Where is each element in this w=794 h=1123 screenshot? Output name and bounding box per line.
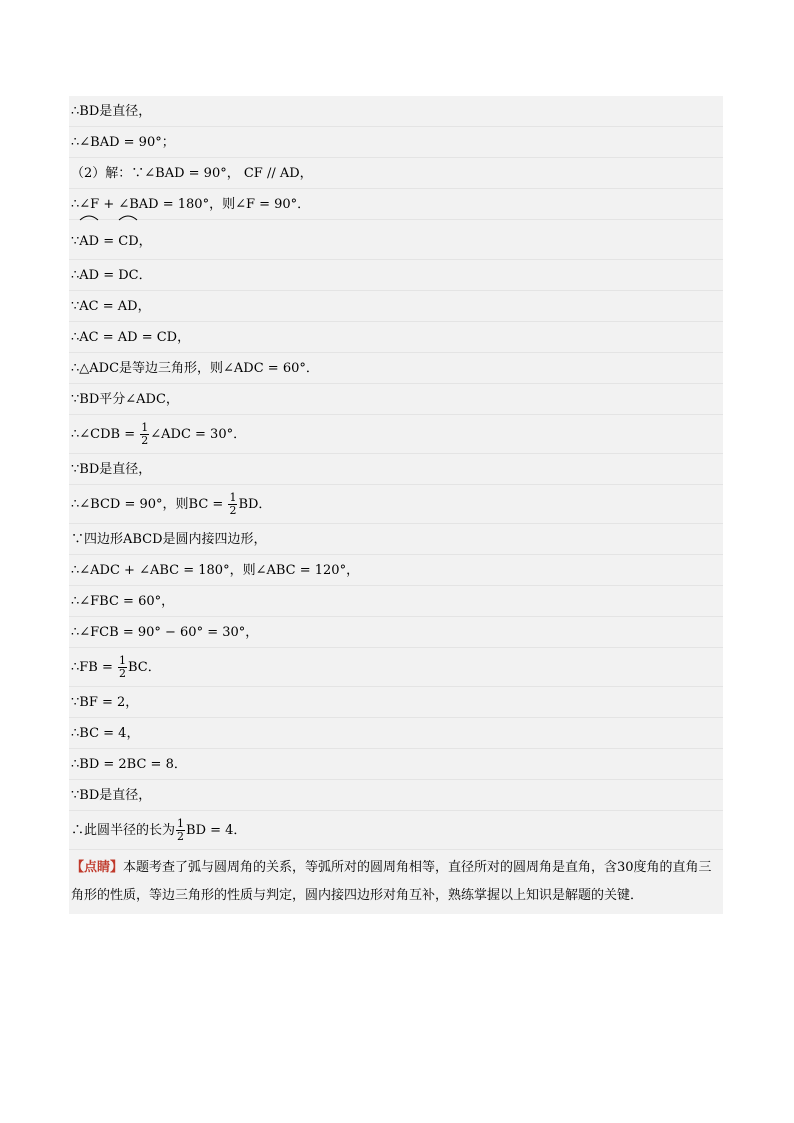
solution-line xyxy=(69,555,723,586)
arc-symbol-icon xyxy=(79,215,99,221)
line-text: ∵BD是直径， xyxy=(71,462,152,477)
solution-line xyxy=(69,384,723,415)
solution-line xyxy=(69,454,723,485)
solution-line xyxy=(69,780,723,811)
line-text: ∴△ADC是等边三角形，则∠ADC = 60°． xyxy=(71,361,319,376)
line-text: ∴FB = xyxy=(71,660,118,675)
solution-line xyxy=(69,220,723,260)
solution-line xyxy=(69,353,723,384)
line-text: BC． xyxy=(128,660,161,675)
solution-line xyxy=(69,96,723,127)
line-text: ∵ xyxy=(71,234,80,249)
solution-block xyxy=(69,96,723,914)
fraction-denominator: 2 xyxy=(119,667,127,680)
line-text: ∵四边形ABCD是圆内接四边形， xyxy=(71,532,267,547)
key-point-text: 本题考查了弧与圆周角的关系，等弧所对的圆周角相等，直径所对的圆周角是直角，含30度角的直角三角形的性质，等边三角形的性质与判定，圆内接四边形对角互补，熟练掌握以上知识是解题的关键． xyxy=(71,860,712,903)
solution-line xyxy=(69,718,723,749)
line-text: ∴BD是直径， xyxy=(71,104,152,119)
line-text: ∴∠F + ∠BAD = 180°，则∠F = 90°． xyxy=(71,197,311,212)
line-text: ， xyxy=(138,234,152,249)
line-text: ∵AC = AD， xyxy=(71,299,151,314)
fraction xyxy=(228,492,237,517)
arc-label xyxy=(79,220,99,264)
solution-line xyxy=(69,811,723,850)
solution-line xyxy=(69,617,723,648)
solution-lines xyxy=(69,96,723,850)
fraction-denominator: 2 xyxy=(141,434,149,447)
line-text: ∵BD是直径， xyxy=(71,788,152,803)
solution-line xyxy=(69,127,723,158)
fraction-numerator: 1 xyxy=(177,817,185,830)
line-text: ∴∠CDB = xyxy=(71,427,140,442)
fraction xyxy=(140,422,149,447)
solution-line xyxy=(69,158,723,189)
line-text: ∴AC = AD = CD， xyxy=(71,330,191,345)
solution-line xyxy=(69,260,723,291)
key-point-label: 【点睛】 xyxy=(71,860,124,875)
solution-line xyxy=(69,524,723,555)
solution-line xyxy=(69,485,723,524)
line-text: ∴AD = DC． xyxy=(71,268,152,283)
fraction-numerator: 1 xyxy=(141,421,149,434)
line-text: ∵BF = 2， xyxy=(71,695,139,710)
line-text: ∴BC = 4， xyxy=(71,726,140,741)
arc-text: AD xyxy=(79,234,100,249)
fraction-denominator: 2 xyxy=(229,504,237,517)
line-text: BD． xyxy=(238,497,272,512)
solution-line xyxy=(69,322,723,353)
solution-line xyxy=(69,586,723,617)
solution-line xyxy=(69,291,723,322)
line-text: ∴∠FCB = 90° − 60° = 30°， xyxy=(71,625,259,640)
line-text: ∴∠ADC + ∠ABC = 180°，则∠ABC = 120°， xyxy=(71,563,360,578)
arc-label xyxy=(118,220,138,264)
fraction xyxy=(118,655,127,680)
line-text: ∵BD平分∠ADC， xyxy=(71,392,179,407)
line-text: = xyxy=(99,234,119,249)
fraction-denominator: 2 xyxy=(177,830,185,843)
key-point-note xyxy=(69,850,723,914)
line-text: （2）解：∵∠BAD = 90°， CF // AD， xyxy=(71,166,313,181)
fraction-numerator: 1 xyxy=(119,654,127,667)
solution-line xyxy=(69,189,723,220)
solution-line xyxy=(69,687,723,718)
solution-line xyxy=(69,648,723,687)
arc-text: CD xyxy=(118,234,139,249)
arc-symbol-icon xyxy=(118,215,138,221)
line-text: ∴∠BCD = 90°，则BC = xyxy=(71,497,228,512)
line-text: ∴∠FBC = 60°， xyxy=(71,594,175,609)
solution-line xyxy=(69,749,723,780)
line-text: BD = 4． xyxy=(186,823,247,838)
solution-line xyxy=(69,415,723,454)
fraction-numerator: 1 xyxy=(229,491,237,504)
line-text: ∴∠BAD = 90°； xyxy=(71,135,175,150)
line-text: ∠ADC = 30°． xyxy=(150,427,247,442)
line-text: ∴BD = 2BC = 8． xyxy=(71,757,187,772)
fraction xyxy=(176,818,185,843)
line-text: ∴此圆半径的长为 xyxy=(71,823,176,838)
